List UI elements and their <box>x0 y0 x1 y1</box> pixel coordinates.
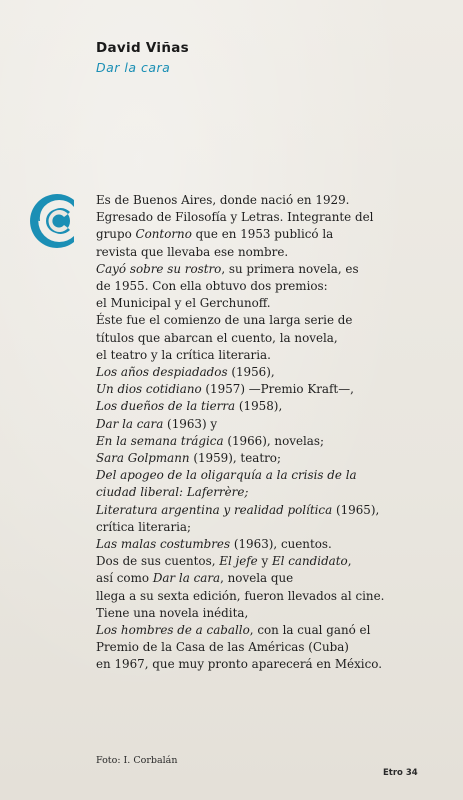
bio-text: Egresado de Filosofía y Letras. Integrante del <box>96 210 374 225</box>
bio-line <box>96 209 441 226</box>
bio-italic-text: Del apogeo de la oligarquía a la crisis de la <box>96 468 357 483</box>
bio-line <box>96 450 441 467</box>
bio-text: , su primera novela, es <box>221 261 359 276</box>
bio-italic-text: El jefe <box>219 554 258 569</box>
bio-text: llega a su sexta edición, fueron llevados al cine. <box>96 588 385 603</box>
bio-line <box>96 605 441 622</box>
bio-italic-text: Contorno <box>135 227 192 242</box>
bio-text: Premio de la Casa de las Américas (Cuba) <box>96 640 349 655</box>
bio-line <box>96 312 441 329</box>
bio-italic-text: Sara Golpmann <box>96 451 190 466</box>
bio-text: (1963) y <box>163 416 218 431</box>
bio-line <box>96 588 441 605</box>
bio-line <box>96 416 441 433</box>
bio-text: (1963), cuentos. <box>230 537 332 552</box>
photo-credit: Foto: I. Corbalán <box>96 755 178 766</box>
bio-line <box>96 364 441 381</box>
bio-line <box>96 398 441 415</box>
author-name: David Viñas <box>96 40 190 56</box>
bio-text: Dos de sus cuentos, <box>96 554 220 569</box>
bio-italic-text: En la semana trágica <box>96 433 224 448</box>
bio-text: así como <box>96 571 153 586</box>
bio-line <box>96 347 441 364</box>
bio-text: (1956), <box>227 365 275 380</box>
bio-italic-text: El candidato <box>271 554 348 569</box>
bio-line <box>96 622 441 639</box>
series-code: Etro 34 <box>383 768 418 778</box>
bio-line <box>96 433 441 450</box>
bio-line <box>96 553 441 570</box>
bio-italic-text: ciudad liberal: Laferrère; <box>96 485 249 500</box>
author-biography <box>96 192 441 674</box>
bio-text: en 1967, que muy pronto aparecerá en México. <box>96 657 382 672</box>
bio-line <box>96 639 441 656</box>
bio-line <box>96 536 441 553</box>
bio-text: (1957) —Premio Kraft—, <box>201 382 354 397</box>
bio-text: de 1955. Con ella obtuvo dos premios: <box>96 279 328 294</box>
bio-line <box>96 226 441 243</box>
bio-text: que en 1953 publicó la <box>191 227 334 242</box>
bio-text: Éste fue el comienzo de una larga serie de <box>96 313 353 328</box>
bio-line <box>96 295 441 312</box>
header <box>96 40 189 75</box>
bio-italic-text: Un dios cotidiano <box>96 382 202 397</box>
bio-text: revista que llevaba ese nombre. <box>96 244 289 259</box>
bio-line <box>96 467 441 484</box>
bio-line <box>96 278 441 295</box>
publisher-c-logo-icon <box>30 192 80 250</box>
bio-text: el Municipal y el Gerchunoff. <box>96 296 271 311</box>
bio-italic-text: Literatura argentina y realidad política <box>96 502 333 517</box>
bio-text: (1959), teatro; <box>189 451 281 466</box>
bio-text: (1965), <box>332 502 380 517</box>
bio-text: , <box>347 554 352 569</box>
bio-line <box>96 330 441 347</box>
bio-text: , con la cual ganó el <box>249 623 371 638</box>
bio-italic-text: Los hombres de a caballo <box>96 623 250 638</box>
bio-text: grupo <box>96 227 136 242</box>
bio-text: crítica literaria; <box>96 519 192 534</box>
bio-italic-text: Los dueños de la tierra <box>96 399 236 414</box>
bio-text: títulos que abarcan el cuento, la novela, <box>96 330 338 345</box>
bio-italic-text: Dar la cara <box>152 571 221 586</box>
bio-italic-text: Dar la cara <box>96 416 164 431</box>
bio-line <box>96 381 441 398</box>
bio-text: (1966), novelas; <box>223 433 324 448</box>
bio-text: el teatro y la crítica literaria. <box>96 347 271 362</box>
bio-italic-text: Los años despiadados <box>96 365 228 380</box>
bio-line <box>96 519 441 536</box>
bio-text: Tiene una novela inédita, <box>96 605 249 620</box>
bio-text: Es de Buenos Aires, donde nació en 1929. <box>96 193 350 207</box>
bio-text: , novela que <box>220 571 294 586</box>
bio-italic-text: Las malas costumbres <box>96 537 231 552</box>
book-title: Dar la cara <box>96 60 171 75</box>
bio-text: y <box>257 554 272 569</box>
bio-line <box>96 244 441 261</box>
bio-italic-text: Cayó sobre su rostro <box>96 261 222 276</box>
bio-line <box>96 502 441 519</box>
bio-line <box>96 192 441 209</box>
bio-text: (1958), <box>235 399 283 414</box>
bio-line <box>96 484 441 501</box>
bio-line <box>96 570 441 587</box>
bio-line <box>96 261 441 278</box>
bio-line <box>96 656 441 673</box>
